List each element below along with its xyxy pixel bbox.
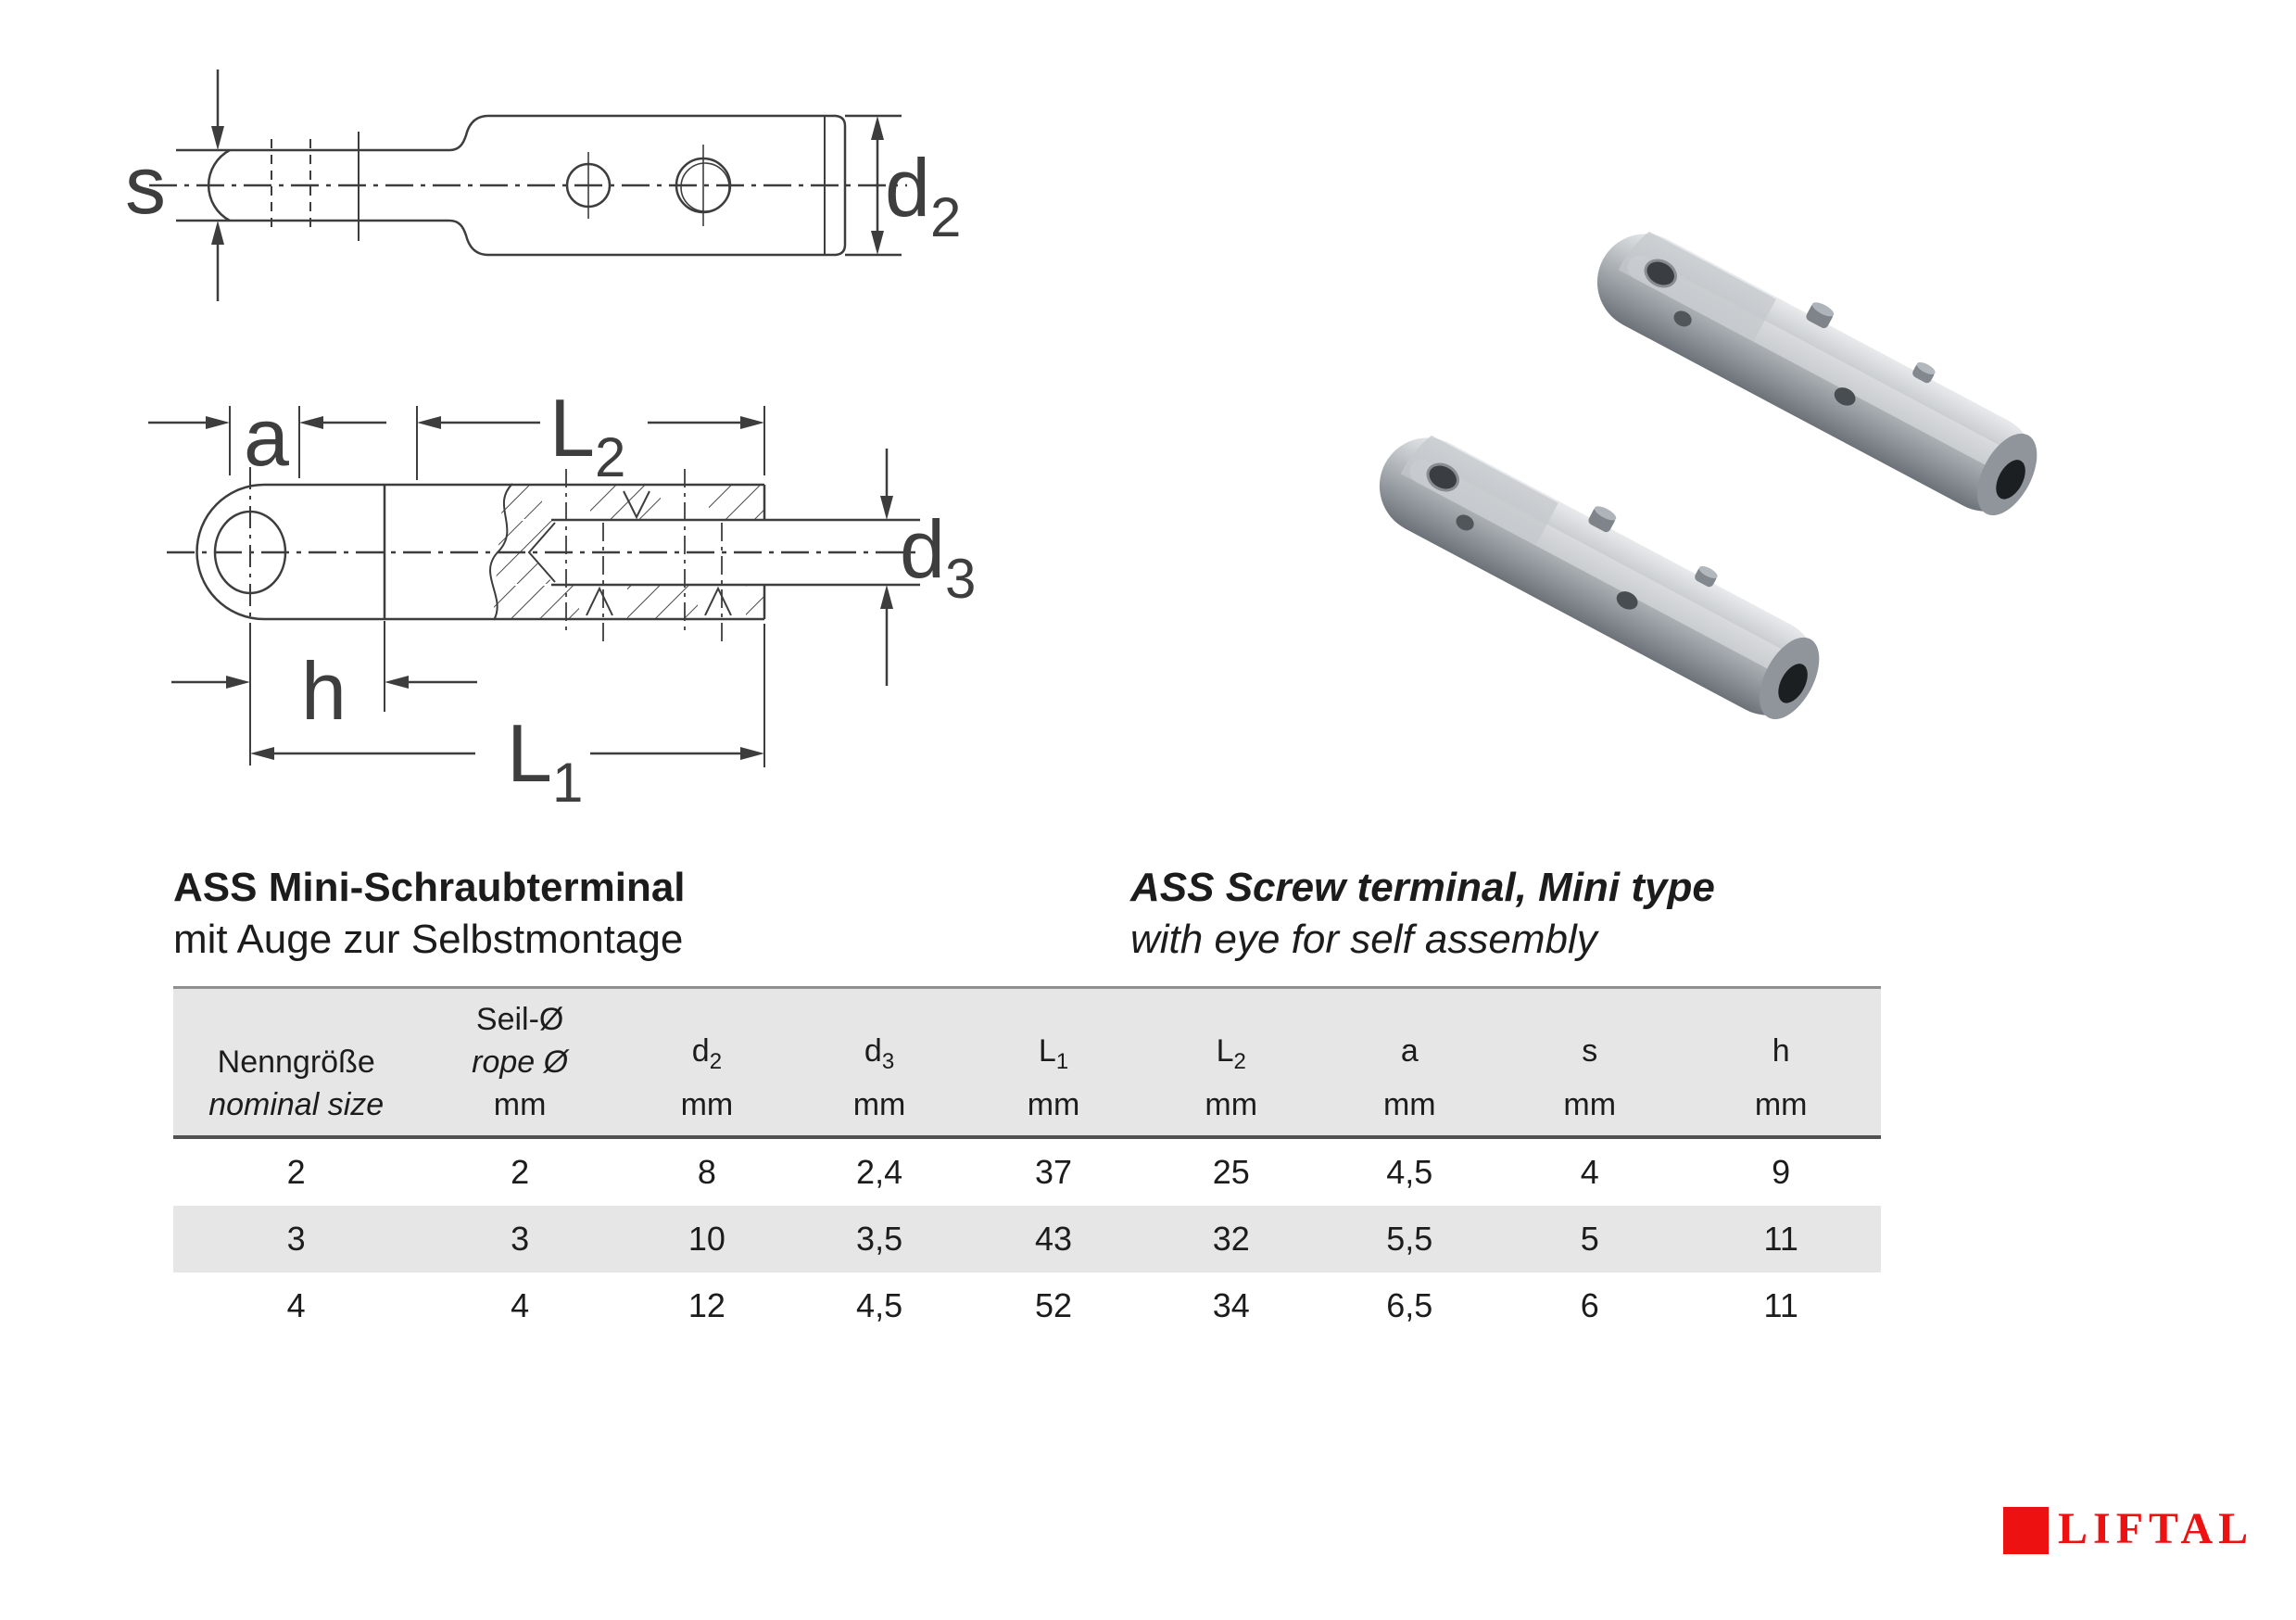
col-header-a: a mm [1320, 988, 1498, 1138]
spec-cell: 8 [697, 1153, 716, 1191]
spec-cell: 2 [286, 1153, 306, 1191]
spec-cell: 3 [511, 1220, 530, 1258]
title-german [173, 862, 686, 966]
col-header-d3: $d_3$ mm [793, 988, 965, 1138]
dim-label-h: h [301, 645, 347, 737]
spec-cell: 12 [688, 1286, 725, 1324]
dim-label-d2: d2 [885, 142, 962, 248]
product-photo [1297, 158, 2131, 760]
dim-label-d3: d3 [900, 503, 977, 610]
spec-cell: 5,5 [1386, 1220, 1433, 1258]
spec-cell: 6,5 [1386, 1286, 1433, 1324]
spec-cell: 2 [511, 1153, 530, 1191]
spec-cell: 3 [286, 1220, 306, 1258]
spec-cell: 5 [1580, 1220, 1599, 1258]
spec-cell: 32 [1212, 1220, 1250, 1258]
terminal-rear [1581, 203, 2059, 528]
spec-cell: 34 [1212, 1286, 1250, 1324]
table-row [173, 1137, 1881, 1206]
dim-label-s: s [125, 139, 166, 231]
title-english [1130, 862, 1715, 966]
table-row [173, 1206, 1881, 1272]
title-english-line2: with eye for self assembly [1130, 917, 1597, 962]
spec-cell: 4 [286, 1286, 306, 1324]
spec-table [173, 986, 1881, 1339]
spec-cell: 4 [511, 1286, 530, 1324]
table-row [173, 1272, 1881, 1339]
title-german-line1: ASS Mini-Schraubterminal [173, 865, 686, 910]
dim-label-L1: L1 [507, 707, 584, 804]
spec-cell: 43 [1035, 1220, 1073, 1258]
spec-cell: 52 [1035, 1286, 1073, 1324]
spec-cell: 3,5 [856, 1220, 903, 1258]
spec-cell: 4 [1580, 1153, 1599, 1191]
col-header-s: s mm [1498, 988, 1681, 1138]
logo-text: LIFTAL [2058, 1504, 2254, 1553]
col-header-L1: $L_1$ mm [965, 988, 1142, 1138]
drawing-side-view [88, 28, 978, 334]
spec-cell: 25 [1212, 1153, 1250, 1191]
dim-label-a: a [244, 391, 289, 483]
title-english-line1: ASS Screw terminal, Mini type [1130, 865, 1715, 910]
col-header-L2: $L_2$ mm [1142, 988, 1321, 1138]
spec-cell: 6 [1580, 1286, 1599, 1324]
spec-cell: 4,5 [856, 1286, 903, 1324]
col-header-h: h mm [1681, 988, 1881, 1138]
col-header-nominal-size: Nenngröße nominal size [173, 988, 419, 1138]
logo-square-icon [2003, 1507, 2049, 1554]
spec-cell: 2,4 [856, 1153, 903, 1191]
dim-label-L2: L2 [549, 387, 626, 488]
spec-cell: 10 [688, 1220, 725, 1258]
spec-cell: 4,5 [1386, 1153, 1433, 1191]
title-german-line2: mit Auge zur Selbstmontage [173, 917, 684, 962]
terminal-front [1363, 407, 1841, 732]
col-header-d2: $d_2$ mm [621, 988, 793, 1138]
spec-cell: 9 [1772, 1153, 1791, 1191]
spec-cell: 37 [1035, 1153, 1073, 1191]
spec-cell: 11 [1763, 1220, 1798, 1258]
table-header-row [173, 988, 1881, 1138]
col-header-rope-diameter: Seil-Ø rope Ø mm [419, 988, 620, 1138]
drawing-section-view [79, 387, 996, 804]
spec-cell: 11 [1763, 1286, 1798, 1324]
